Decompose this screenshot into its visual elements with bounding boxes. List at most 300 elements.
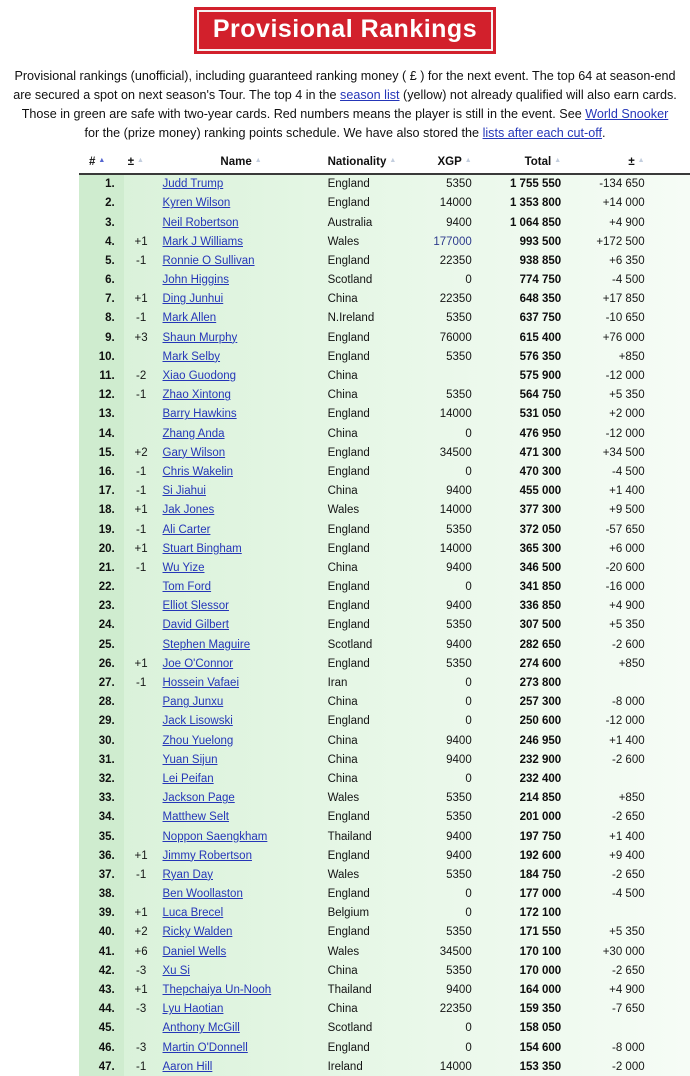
table-row	[79, 942, 690, 961]
movement-cell	[124, 194, 159, 213]
player-name-cell	[159, 578, 324, 597]
player-name-cell	[159, 232, 324, 251]
movement-cell	[124, 405, 159, 424]
player-link[interactable]: Zhao Xintong	[162, 389, 231, 402]
spacer-cell	[649, 578, 690, 597]
xgp-cell	[400, 366, 475, 385]
xgp-cell: 34500	[439, 446, 472, 459]
spacer-cell	[649, 635, 690, 654]
rank-cell: 10.	[79, 347, 124, 366]
player-link[interactable]: Luca Brecel	[162, 907, 224, 920]
change-cell: -2 650	[612, 811, 645, 824]
sort-arrow-icon: ▲	[98, 157, 106, 165]
player-link[interactable]: Si Jiahui	[162, 485, 206, 498]
movement-cell: +1	[134, 293, 148, 306]
rank-cell: 6.	[79, 271, 124, 290]
player-link[interactable]: Mark Allen	[162, 312, 217, 325]
change-cell: -57 650	[605, 523, 645, 536]
movement-cell	[124, 750, 159, 769]
total-cell: 1 353 800	[509, 197, 562, 210]
xgp-cell: 5350	[446, 964, 472, 977]
spacer-cell	[649, 309, 690, 328]
total-cell: 153 350	[519, 1060, 562, 1073]
xgp-cell: 9400	[446, 216, 472, 229]
player-link[interactable]: David Gilbert	[162, 619, 229, 632]
xgp-cell: 0	[465, 274, 472, 287]
rank-cell: 37.	[79, 865, 124, 884]
spacer-cell	[649, 923, 690, 942]
table-row	[79, 347, 690, 366]
spacer-cell	[649, 731, 690, 750]
change-cell: -20 600	[605, 561, 645, 574]
xgp-cell: 9400	[446, 561, 472, 574]
total-cell: 455 000	[519, 485, 562, 498]
table-row	[79, 558, 690, 577]
nationality-cell: England	[327, 888, 370, 901]
total-cell: 201 000	[519, 811, 562, 824]
intro-link-world-snooker[interactable]: World Snooker	[585, 107, 669, 122]
player-link[interactable]: Chris Wakelin	[162, 465, 234, 478]
column-label: Total	[524, 156, 552, 169]
player-name-cell	[159, 290, 324, 309]
nationality-cell: China	[327, 734, 358, 747]
total-cell: 282 650	[519, 638, 562, 651]
table-row	[79, 789, 690, 808]
player-name-cell	[159, 462, 324, 481]
total-cell: 564 750	[519, 389, 562, 402]
player-link[interactable]: Lei Peifan	[162, 772, 214, 785]
nationality-cell: Thailand	[327, 984, 372, 997]
column-label: ±	[127, 156, 135, 169]
player-link[interactable]: Ronnie O Sullivan	[162, 254, 255, 267]
spacer-cell	[649, 366, 690, 385]
player-name-cell	[159, 482, 324, 501]
movement-cell	[124, 578, 159, 597]
change-cell: -16 000	[605, 581, 645, 594]
player-link[interactable]: Barry Hawkins	[162, 408, 237, 421]
xgp-cell: 0	[465, 907, 472, 920]
rank-cell: 4.	[79, 232, 124, 251]
movement-cell: -1	[135, 485, 147, 498]
xgp-cell: 5350	[446, 792, 472, 805]
spacer-cell	[649, 174, 690, 194]
player-name-cell	[159, 769, 324, 788]
change-cell: +76 000	[602, 331, 645, 344]
spacer-cell	[649, 232, 690, 251]
player-link[interactable]: Mark J Williams	[162, 235, 243, 248]
rank-cell: 22.	[79, 578, 124, 597]
table-body	[79, 174, 690, 1076]
total-cell: 1 755 550	[509, 178, 562, 191]
nationality-cell: England	[327, 350, 370, 363]
column-label: XGP	[437, 156, 462, 169]
player-link[interactable]: Jak Jones	[162, 504, 215, 517]
table-row	[79, 232, 690, 251]
table-row	[79, 290, 690, 309]
xgp-cell: 14000	[439, 197, 472, 210]
spacer-cell	[649, 673, 690, 692]
player-link[interactable]: Shaun Murphy	[162, 331, 238, 344]
nationality-cell: England	[327, 715, 370, 728]
xgp-cell: 0	[465, 772, 472, 785]
change-cell: +6 350	[609, 254, 645, 267]
rank-cell: 36.	[79, 846, 124, 865]
column-header-pad	[649, 152, 690, 174]
table-row	[79, 635, 690, 654]
nationality-cell: Australia	[327, 216, 373, 229]
spacer-cell	[649, 1057, 690, 1076]
rank-cell: 42.	[79, 961, 124, 980]
column-label: ±	[628, 156, 635, 169]
player-link[interactable]: Mark Selby	[162, 350, 221, 363]
table-row	[79, 597, 690, 616]
player-link[interactable]: Matthew Selt	[162, 811, 229, 824]
nationality-cell: Wales	[327, 504, 360, 517]
nationality-cell: England	[327, 446, 370, 459]
table-row	[79, 1000, 690, 1019]
spacer-cell	[649, 386, 690, 405]
total-cell: 172 100	[519, 907, 562, 920]
spacer-cell	[649, 750, 690, 769]
total-cell: 246 950	[519, 734, 562, 747]
nationality-cell: England	[327, 811, 370, 824]
player-link[interactable]: Stephen Maguire	[162, 638, 251, 651]
rank-cell: 13.	[79, 405, 124, 424]
movement-cell: -3	[135, 964, 147, 977]
change-cell: +4 900	[609, 984, 645, 997]
player-link[interactable]: Aaron Hill	[162, 1060, 213, 1073]
rank-cell: 41.	[79, 942, 124, 961]
rank-cell: 20.	[79, 539, 124, 558]
rankings-table	[79, 152, 690, 1076]
spacer-cell	[649, 271, 690, 290]
change-cell: +9 400	[609, 849, 645, 862]
change-cell	[565, 769, 648, 788]
nationality-cell: England	[327, 408, 370, 421]
xgp-cell: 0	[465, 465, 472, 478]
player-name-cell	[159, 501, 324, 520]
total-cell: 471 300	[519, 446, 562, 459]
spacer-cell	[649, 961, 690, 980]
spacer-cell	[649, 597, 690, 616]
player-name-cell	[159, 424, 324, 443]
movement-cell: -3	[135, 1003, 147, 1016]
spacer-cell	[649, 846, 690, 865]
movement-cell	[124, 827, 159, 846]
table-row	[79, 1019, 690, 1038]
movement-cell	[124, 213, 159, 232]
player-link[interactable]: Judd Trump	[162, 178, 224, 191]
player-link[interactable]: Lyu Haotian	[162, 1003, 224, 1016]
xgp-cell: 9400	[446, 638, 472, 651]
player-link[interactable]: Jack Lisowski	[162, 715, 233, 728]
nationality-cell: Scotland	[327, 274, 373, 287]
rank-cell: 11.	[79, 366, 124, 385]
xgp-cell: 9400	[446, 485, 472, 498]
change-cell: +850	[618, 350, 645, 363]
column-header-change[interactable]	[565, 152, 648, 174]
nationality-cell: China	[327, 964, 358, 977]
rank-cell: 29.	[79, 712, 124, 731]
player-name-cell	[159, 885, 324, 904]
intro-link-lists-after-each-cut-off[interactable]: lists after each cut-off	[482, 126, 603, 141]
player-name-cell	[159, 366, 324, 385]
rank-cell: 35.	[79, 827, 124, 846]
rank-cell: 30.	[79, 731, 124, 750]
nationality-cell: Scotland	[327, 1022, 373, 1035]
player-link[interactable]: Daniel Wells	[162, 945, 227, 958]
nationality-cell: China	[327, 370, 358, 383]
change-cell: -4 500	[612, 465, 645, 478]
table-row	[79, 731, 690, 750]
column-label: Name	[220, 156, 252, 169]
movement-cell: -1	[135, 465, 147, 478]
player-link[interactable]: Ding Junhui	[162, 293, 224, 306]
total-cell: 576 350	[519, 350, 562, 363]
player-name-cell	[159, 673, 324, 692]
player-name-cell	[159, 443, 324, 462]
player-link[interactable]: Ben Woollaston	[162, 888, 243, 901]
change-cell: -4 500	[612, 888, 645, 901]
player-link[interactable]: Ryan Day	[162, 868, 213, 881]
player-name-cell	[159, 789, 324, 808]
movement-cell	[124, 424, 159, 443]
player-link[interactable]: Martin O'Donnell	[162, 1041, 248, 1054]
spacer-cell	[649, 1019, 690, 1038]
change-cell: +14 000	[602, 197, 645, 210]
nationality-cell: England	[327, 581, 370, 594]
sort-arrow-icon: ▲	[464, 157, 472, 165]
rank-cell: 3.	[79, 213, 124, 232]
total-cell: 993 500	[519, 235, 562, 248]
player-link[interactable]: Zhou Yuelong	[162, 734, 234, 747]
nationality-cell: England	[327, 542, 370, 555]
player-link[interactable]: Jackson Page	[162, 792, 235, 805]
table-row	[79, 366, 690, 385]
movement-cell	[124, 693, 159, 712]
total-cell: 257 300	[519, 696, 562, 709]
table-row	[79, 482, 690, 501]
spacer-cell	[649, 290, 690, 309]
player-name-cell	[159, 174, 324, 194]
spacer-cell	[649, 693, 690, 712]
nationality-cell: England	[327, 926, 370, 939]
player-link[interactable]: Zhang Anda	[162, 427, 225, 440]
player-name-cell	[159, 635, 324, 654]
column-header-move[interactable]	[124, 152, 159, 174]
rank-cell: 32.	[79, 769, 124, 788]
table-row	[79, 904, 690, 923]
movement-cell: -1	[135, 254, 147, 267]
xgp-cell: 0	[465, 581, 472, 594]
player-link[interactable]: Gary Wilson	[162, 446, 226, 459]
change-cell: +850	[618, 792, 645, 805]
xgp-cell: 14000	[439, 504, 472, 517]
player-link[interactable]: Hossein Vafaei	[162, 677, 239, 690]
table-row	[79, 693, 690, 712]
player-link[interactable]: Xu Si	[162, 964, 190, 977]
change-cell	[565, 904, 648, 923]
nationality-cell: Ireland	[327, 1060, 363, 1073]
intro-text-segment: Provisional rankings (unofficial), including guaranteed ranking money ( £ ) for the next event. The top 64 at season-end are secured a spot on next season's Tour. The top 4 in the	[13, 69, 676, 103]
total-cell: 575 900	[519, 370, 562, 383]
column-header-rank[interactable]	[79, 152, 124, 174]
player-link[interactable]: Ricky Walden	[162, 926, 233, 939]
total-cell: 154 600	[519, 1041, 562, 1054]
movement-cell	[124, 616, 159, 635]
player-link[interactable]: Jimmy Robertson	[162, 849, 252, 862]
change-cell: +34 500	[602, 446, 645, 459]
movement-cell: -3	[135, 1041, 147, 1054]
player-name-cell	[159, 731, 324, 750]
player-link[interactable]: Yuan Sijun	[162, 753, 218, 766]
xgp-cell: 5350	[446, 523, 472, 536]
total-cell: 1 064 850	[509, 216, 562, 229]
spacer-cell	[649, 980, 690, 999]
total-cell: 159 350	[519, 1003, 562, 1016]
movement-cell: -1	[135, 868, 147, 881]
xgp-cell: 22350	[439, 293, 472, 306]
player-name-cell	[159, 405, 324, 424]
nationality-cell: China	[327, 485, 358, 498]
xgp-cell: 0	[465, 1022, 472, 1035]
nationality-cell: Iran	[327, 677, 348, 690]
rank-cell: 19.	[79, 520, 124, 539]
table-row	[79, 1057, 690, 1076]
column-header-total[interactable]	[476, 152, 565, 174]
player-name-cell	[159, 1057, 324, 1076]
player-link[interactable]: Ali Carter	[162, 523, 211, 536]
movement-cell	[124, 731, 159, 750]
change-cell: +1 400	[609, 734, 645, 747]
spacer-cell	[649, 520, 690, 539]
change-cell: -2 650	[612, 964, 645, 977]
intro-text-segment: (yellow) not already qualified will also earn cards. Those in green are safe with two-year cards. Red numbers means the player is still in the event. See	[21, 88, 677, 122]
column-header-nationality[interactable]	[324, 152, 401, 174]
column-header-name[interactable]	[159, 152, 324, 174]
rank-cell: 21.	[79, 558, 124, 577]
player-link[interactable]: Neil Robertson	[162, 216, 239, 229]
rank-cell: 14.	[79, 424, 124, 443]
player-name-cell	[159, 309, 324, 328]
total-cell: 648 350	[519, 293, 562, 306]
spacer-cell	[649, 405, 690, 424]
player-link[interactable]: Joe O'Connor	[162, 657, 234, 670]
total-cell: 377 300	[519, 504, 562, 517]
rank-cell: 26.	[79, 654, 124, 673]
sort-arrow-icon: ▲	[389, 157, 397, 165]
table-row	[79, 673, 690, 692]
column-header-xgp[interactable]	[400, 152, 475, 174]
rank-cell: 16.	[79, 462, 124, 481]
table-row	[79, 750, 690, 769]
player-name-cell	[159, 904, 324, 923]
rank-cell: 43.	[79, 980, 124, 999]
movement-cell	[124, 712, 159, 731]
sort-arrow-icon: ▲	[137, 157, 144, 165]
player-name-cell	[159, 347, 324, 366]
table-row	[79, 443, 690, 462]
table-row	[79, 769, 690, 788]
movement-cell: +6	[134, 945, 148, 958]
movement-cell	[124, 635, 159, 654]
table-row	[79, 961, 690, 980]
player-link[interactable]: Noppon Saengkham	[162, 830, 268, 843]
rank-cell: 39.	[79, 904, 124, 923]
change-cell: -2 650	[612, 868, 645, 881]
movement-cell: +2	[134, 446, 148, 459]
nationality-cell: England	[327, 1041, 370, 1054]
movement-cell: -2	[135, 370, 147, 383]
change-cell: +5 350	[609, 619, 645, 632]
rank-cell: 38.	[79, 885, 124, 904]
total-cell: 177 000	[519, 888, 562, 901]
player-name-cell	[159, 616, 324, 635]
player-name-cell	[159, 328, 324, 347]
player-link[interactable]: Kyren Wilson	[162, 197, 231, 210]
xgp-cell: 22350	[439, 254, 472, 267]
player-link[interactable]: Thepchaiya Un-Nooh	[162, 984, 272, 997]
change-cell: +2 000	[609, 408, 645, 421]
nationality-cell: China	[327, 696, 358, 709]
rank-cell: 44.	[79, 1000, 124, 1019]
xgp-cell: 9400	[446, 849, 472, 862]
player-name-cell	[159, 597, 324, 616]
nationality-cell: China	[327, 753, 358, 766]
player-link[interactable]: John Higgins	[162, 274, 229, 287]
movement-cell: -1	[135, 389, 147, 402]
table-row	[79, 808, 690, 827]
rank-cell: 33.	[79, 789, 124, 808]
player-link[interactable]: Anthony McGill	[162, 1022, 240, 1035]
xgp-cell: 177000	[433, 235, 472, 248]
player-link[interactable]: Wu Yize	[162, 561, 205, 574]
table-row	[79, 194, 690, 213]
movement-cell: +1	[134, 849, 148, 862]
nationality-cell: N.Ireland	[327, 312, 375, 325]
rank-cell: 2.	[79, 194, 124, 213]
player-link[interactable]: Elliot Slessor	[162, 600, 229, 613]
table-row	[79, 271, 690, 290]
table-row	[79, 328, 690, 347]
player-link[interactable]: Tom Ford	[162, 581, 212, 594]
spacer-cell	[649, 213, 690, 232]
movement-cell: +1	[134, 235, 148, 248]
player-link[interactable]: Xiao Guodong	[162, 370, 237, 383]
intro-text-segment: for the (prize money) ranking points schedule. We have also stored the	[84, 126, 483, 141]
total-cell: 192 600	[519, 849, 562, 862]
player-name-cell	[159, 693, 324, 712]
table-row	[79, 885, 690, 904]
player-link[interactable]: Stuart Bingham	[162, 542, 242, 555]
player-name-cell	[159, 865, 324, 884]
change-cell: +4 900	[609, 216, 645, 229]
movement-cell: -1	[135, 1060, 147, 1073]
player-link[interactable]: Pang Junxu	[162, 696, 224, 709]
spacer-cell	[649, 769, 690, 788]
intro-link-season-list[interactable]: season list	[340, 88, 400, 103]
column-label: #	[89, 156, 96, 169]
total-cell: 372 050	[519, 523, 562, 536]
table-row	[79, 501, 690, 520]
table-row	[79, 213, 690, 232]
xgp-cell: 76000	[439, 331, 472, 344]
nationality-cell: England	[327, 849, 370, 862]
total-cell: 184 750	[519, 868, 562, 881]
table-row	[79, 386, 690, 405]
xgp-cell: 22350	[439, 1003, 472, 1016]
change-cell: +30 000	[602, 945, 645, 958]
